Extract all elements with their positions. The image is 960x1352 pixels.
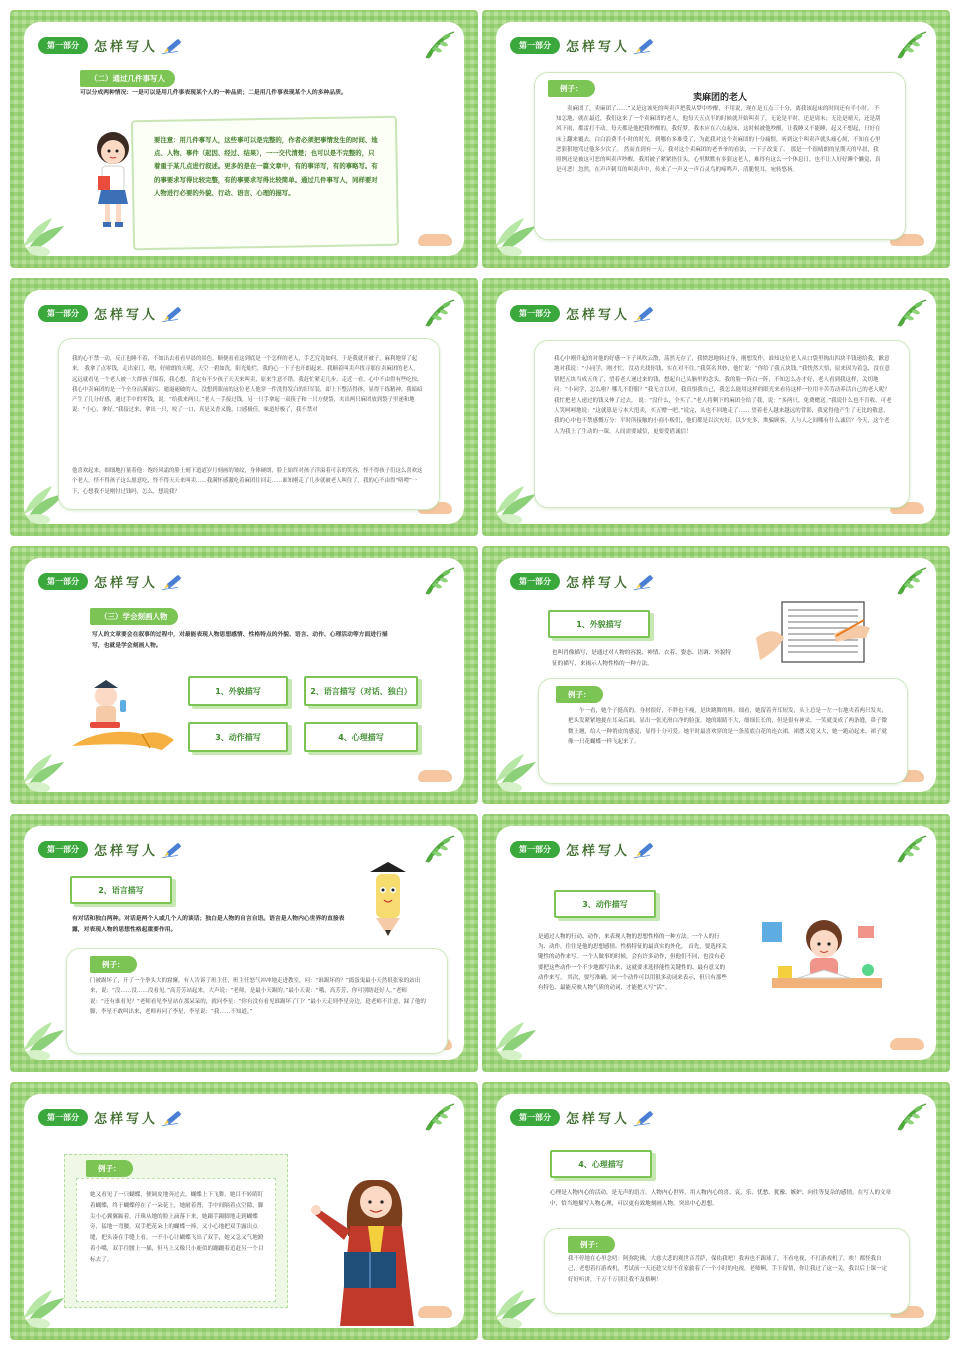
hand-decoration-icon (418, 234, 452, 246)
child-on-book-illustration-icon (66, 674, 178, 754)
slide-header (510, 572, 658, 591)
leaf-decoration-icon (496, 1268, 540, 1328)
example-label: 例子： (568, 1236, 615, 1253)
intro-text: 也叫肖像描写，是通过对人物的容貌、神情、衣着、姿态、语调、外貌特征的描写，来揭示人物性格的一种方法。 (552, 650, 732, 667)
section-badge: 第一部分 (510, 841, 560, 858)
item-appearance[interactable] (188, 676, 288, 706)
example-text: 她又看见了一只蝴蝶，便调皮地奔过去，蝴蝶上下飞舞，她目不转睛盯着蝴蝶，终于蝴蝶停在了一朵花上，她耐着肾，手中间隔着点空隙，脚尖小心翼翼踮着，汗珠从她的脸上滴落下来，她蹑手蹑脚地走到蝴蝶旁，猛地一弯腰，双手把花朵上的蝴蝶一捧，又小心地把双手露出点缝，把头凑在手缝上看，一不小心让蝴蝶飞出了双手，她又急又气地蹬着小嘴，双手往腰上一插，但马上又像只小鹿似的蹦蹦着追赶另一个目标去了。 (90, 1192, 264, 1263)
section-badge: 第一部分 (510, 37, 560, 54)
intro-text: 可以分成两种情况：一是可以是用几件事表现某个人的一种品质；二是用几件事表现某个人的多种品质。 (80, 90, 347, 96)
body-text: 是通过人物的行动、动作，来表现人物的思想性格的一种方法。一个人的行为、动作，往往是他的思想感情、性格特征的最真实的外化。 首先，要选择关键性的动作来写。一个人做事的时候，会有许多动作，但他们不同，也没有必要把这些动作一个不少地都写出来，这就要求选择能性关键性的、最有意义的动作来写。 其次，要写准确。同一个动作可以用很多动词来表示，但只有那些有特色、最能反映人物气质的动词，才能把人写“活”。 (538, 934, 727, 992)
subsection-frame (554, 890, 656, 918)
example-label: 例子： (556, 686, 603, 703)
example-label: 例子： (548, 80, 595, 97)
slide-header (38, 36, 186, 55)
leaf-decoration-icon (880, 1100, 928, 1146)
subsection-label: 3、动作描写 (582, 899, 628, 909)
pencil-mascot-icon (360, 860, 416, 940)
section-badge: 第一部分 (510, 573, 560, 590)
leaf-decoration-icon (496, 1000, 540, 1060)
hand-decoration-icon (418, 770, 452, 782)
girl-studying-illustration-icon (758, 904, 888, 1014)
leaf-decoration-icon (496, 732, 540, 792)
item-action[interactable] (188, 722, 288, 752)
slide-header (38, 840, 186, 859)
slide-header (38, 1108, 186, 1127)
leaf-decoration-icon (408, 1100, 456, 1146)
girl-illustration-icon (90, 128, 136, 232)
subsection-frame (548, 610, 650, 638)
story-paragraph-2: 他喜欢起来，细细地打量着他：饱经风霜的脸上刻下道道岁月刻画的皱纹，身体硬朗，脸上始终对孩子洋溢着可亲的笑容，怪不得孩子们这么喜欢这个老人，怪不得孩子这么愿意吃，怪不得天天来叫卖……我满怀感激吃着麻团往回走……谁知刚走了几步就被老人叫住了，我的心不由得“咯噔”一下，心想我不是刚付过钱吗，怎么，想说我？ (72, 468, 423, 495)
item-label: 2、语言描写（对话、独白） (310, 686, 412, 696)
example-text: 我不停地在心里念叨：阿弥陀佛，大慈大悲的观世音菩萨，保佑我吧！我再也不踢球了，不看电视，不打游戏机了，唉！都怪我自己，老想着打游戏机，考试前一天还趁父母不在家偷着了一个小时的电视。老师啊，手下留情，你让我过了这一关，我以后上课一定好好听讲，千万千万别让我不及格啊！ (568, 1256, 888, 1283)
story-paragraph-1: 我的心不禁一动，反正也睡不着，不如出去看看早晨的景色，顺便看看这到底是一个怎样的老人，手艺究竟如何，于是我就开被子，麻利地穿了起来。 我拿了点零钱，走出家门，嗯，好晴朗的天呢，天空一碧如洗，阳光灿烂，我的心一下子也开朗起来。我顺着叫卖声找寻那位卖麻团的老人，远远就看见一个老人被一大群孩子围着，我心想，肯定有不少孩子天天来叫卖，原来生意不错。我赶忙紧走几步，走近一看，心中不由得有些吃惊，我心中卖麻团的是一个全身沾满面污、邋遢褪破的人，没想到眼前的这位老人他穿一件洗得发白的旧军装，却上下整洁得体，显得干练精神。我暗暗产生了几分好感，通过手中的零钱，说：“给我来两只。”老人一手接过钱，另一只手拿起一双筷子和一只方便袋，夹出两只麻团放到袋子里递和地说：“小心，拿好。”我接过来，拿出一只，咬了一口，真是又香又脆，口感极佳，味道好极了，我不禁对 (72, 356, 423, 414)
slide-9[interactable] (10, 1082, 478, 1340)
section-badge: 第一部分 (510, 305, 560, 322)
subsection-label: 4、心理描写 (578, 1159, 624, 1169)
section-title: 怎样写人 (94, 40, 159, 55)
item-label: 1、外貌描写 (215, 686, 261, 696)
item-psychology[interactable] (304, 722, 418, 752)
slide-4[interactable] (482, 278, 950, 536)
section-badge: 第一部分 (510, 1109, 560, 1126)
story-title: 卖麻团的老人 (692, 93, 747, 103)
story-text: 我心中刚升起的对他的好感一下子风吹云散，荡然无存了，我愤怒地转过身，刚想发作，谁知这位老人从口袋里掏出四块半钱递给我，歉意地对我说：“小同学，刚才忙，没功夫找你钱，实在对不住。”我莫名其妙，他忙说：“你给了我五块钱。”我恍然大悟，原来因为着急，没在意错把五块当成五角了，望着老人递过来的钱，想起自己头脑里的念头，我的脸一阵白一阵，不知怎么办才好，老人看到我这样，关切地问：“小同学，怎么啦？哪儿不舒服？”我无言以对，我真恨我自己，我怎么能用这样的眼光来看待这样一位用辛苦劳动养活自己的老人呢？我忙把老人递过的钱又伸了过去。 说：“没什么，全买了。”老人将剩下的麻团全给了我，说：“多两只，免费赠送。”我说什么也不肯收，可老人笑呵呵地说：“这就算是亏本大甩卖，买五赠一吧。”说完，头也不回地走了…… 望着老人越来越远的背影，我觉得他产生了无比的敬意，我的心中也不禁感慨万分：平时所接触的小商小贩们，他们都是以次充好，以少充多，欺骗顾客，人与人之间哪有什么诚信？今天，这个老人为我上了生动的一课，人间需要诚信，更要爱借诚信！ (554, 356, 892, 435)
pen-icon (160, 305, 186, 323)
subsection-label: 1、外貌描写 (576, 619, 622, 629)
section-badge: 第一部分 (38, 1109, 88, 1126)
section-badge: 第一部分 (38, 37, 88, 54)
slide-header (38, 304, 186, 323)
item-language[interactable] (304, 676, 418, 706)
leaf-decoration-icon (880, 832, 928, 878)
intro-text: 心理是人物内心的活动，是无声的语言。人物内心世界，用人物内心的喜、哀、乐、忧愁、犹豫、嫉妒、向往等复杂的感情。在写人的文章中，恰当地描写人物心理，可以更有效地刻画人物，突出中心思想。 (550, 1190, 892, 1207)
leaf-decoration-icon (24, 1268, 68, 1328)
subsection-label: 2、语言描写 (98, 885, 144, 895)
pen-icon (632, 305, 658, 323)
leaf-decoration-icon (408, 296, 456, 342)
slide-7[interactable] (10, 814, 478, 1072)
subsection-frame (70, 876, 172, 904)
pen-icon (160, 573, 186, 591)
leaf-decoration-icon (880, 28, 928, 74)
slide-8[interactable] (482, 814, 950, 1072)
slide-header (38, 572, 186, 591)
subsection-frame (550, 1150, 652, 1178)
section-title: 怎样写人 (94, 576, 159, 591)
leaf-decoration-icon (408, 28, 456, 74)
leaf-decoration-icon (24, 1000, 68, 1060)
leaf-decoration-icon (880, 296, 928, 342)
section-title: 怎样写人 (94, 308, 159, 323)
note-text: 要注意：用几件事写人，这些事可以是完整的，作者必须把事情发生的时间、地点、人物、事件（起因、经过、结果），一一交代清楚；也可以是不完整的，只着重于某几点进行叙述。更多的是在一篇文章中，有的事详写，有的事略写。有的事要求写得比较完整，有的事要求写得比较简单。通过几件事写人，同样要对人物进行必要的外貌、行动、语言、心理的描写。 (154, 136, 378, 197)
pen-icon (632, 841, 658, 859)
pen-icon (632, 37, 658, 55)
section-title: 怎样写人 (566, 844, 631, 859)
slide-header (510, 304, 658, 323)
intro-text: 有对话和独白两种。对话是两个人或几个人的谈话；独白是人物的自言自语。语言是人物内心世界的直接表露，对表现人物的思想性格起重要作用。 (72, 916, 345, 933)
slide-5[interactable] (10, 546, 478, 804)
section-title: 怎样写人 (566, 576, 631, 591)
subsection-label: （三）学会刻画人物 (90, 608, 178, 625)
subsection-label: （二）通过几件事写人 (80, 70, 175, 87)
pen-icon (160, 1109, 186, 1127)
example-text: 乍一看，她个子挺高的，身材很好，不胖也不瘦，是块跳舞的料。细看，她留着齐耳短发，头上总是一左一右地夹着两只发夹，把头发紧紧地拢在耳朵后面，显出一张光滑白净的脸蛋。她的眼睛不大，细细长长的，但是很有神采，一笑就变成了两条缝，鼻子微微上翘，给人一种俏皮的感觉，显得十分可爱。她平时最喜欢穿的是一条蓝底白花的连衣裙，裙摆又宽又大，她一跑动起来，裙子就像一只花蝴蝶一样飞起来了。 (568, 708, 888, 745)
example-label: 例子： (86, 1160, 133, 1177)
section-badge: 第一部分 (38, 305, 88, 322)
section-title: 怎样写人 (94, 1112, 159, 1127)
section-badge: 第一部分 (38, 573, 88, 590)
slide-10[interactable] (482, 1082, 950, 1340)
leaf-decoration-icon (24, 732, 68, 792)
writing-hand-illustration-icon (754, 598, 874, 668)
pen-icon (632, 1109, 658, 1127)
slide-header (510, 840, 658, 859)
item-label: 3、动作描写 (215, 732, 261, 742)
slide-header (510, 36, 658, 55)
section-title: 怎样写人 (566, 308, 631, 323)
teacher-illustration-icon (310, 1156, 450, 1332)
hand-decoration-icon (890, 1038, 924, 1050)
slide-1[interactable] (10, 10, 478, 268)
slide-header (510, 1108, 658, 1127)
leaf-decoration-icon (24, 196, 68, 256)
intro-text: 写人的文章要会在叙事的过程中，对最能表现人物思想感情、性格特点的外貌、语言、动作、心理活动等方面进行描写，也就是学会刻画人物。 (92, 632, 388, 649)
pen-icon (160, 37, 186, 55)
leaf-decoration-icon (880, 564, 928, 610)
pen-icon (632, 573, 658, 591)
slide-3[interactable] (10, 278, 478, 536)
section-title: 怎样写人 (566, 40, 631, 55)
leaf-decoration-icon (408, 564, 456, 610)
section-badge: 第一部分 (38, 841, 88, 858)
slide-2[interactable] (482, 10, 950, 268)
story-text: 卖麻团了，卖麻团了……”又是这该死的叫卖声把我从梦中吵醒，不用说，现在是五点三十分，离我该起床的时间还有半小时。 不知怎地，就在最近，我们这来了一个卖麻团的老人，他每天五点半的时候就开始叫卖了，无论是平时，还是周末；无论是晴天，还是刮风下雨，都雷打不动。每天都是他把我吵醒的，我好梦，我本应在六点起床，这时候被他吵醒，让我睡又不能睡，起又不想起，只好在床上翻来覆去，白白浪费半小时的时光。到哪有多难受了，为此我对这个卖麻团的十分痛恨，听到这个叫卖声就头痛心烦，不知在心里恶狠狠地骂过他多少次了。 然而直到有一天，我对这个卖麻团的老爷爷的看法，一下子改变了。 那是一个很晴朗的星期天的早晨，我照例还是被这可恶的叫卖声吵醒，我用被子紧紧捂住头，心里默默有多狠这老人，难得有这么一个休息日，也不让人好好睡个懒觉，真是可恶！忽然，在声声刺耳的叫卖声中，传来了一声又一声百灵鸟的啼鸣声，清脆悦耳，宛转悠扬。 (556, 106, 881, 174)
item-label: 4、心理描写 (338, 732, 384, 742)
section-title: 怎样写人 (94, 844, 159, 859)
example-text: 门被踢坏了，开了一个拳头大的窟窿，有人告诉了班主任，班主任怒气冲冲地走进教室，问：“谁踢坏的？”捣蛋鬼最小天然很张家的站出来，说：“没……没……没看见。”高芳芳站起来，大声说：“老师，是最小天踢的。”最小天说：“哦，高芳芳，你可别瞎赶好人。”老师说：“还有谁看见？”老师看见李星站在那呆呆的，就问李星：“你有没有看见谁踢坏了门？”最小天走到李星旁边，趁老师不注意，踩了他的脚，李星不敢叫出来，老师再问了李星，李星说：“我……不知道。” (90, 978, 426, 1015)
pen-icon (160, 841, 186, 859)
slide-6[interactable] (482, 546, 950, 804)
example-label: 例子： (90, 956, 137, 973)
section-title: 怎样写人 (566, 1112, 631, 1127)
